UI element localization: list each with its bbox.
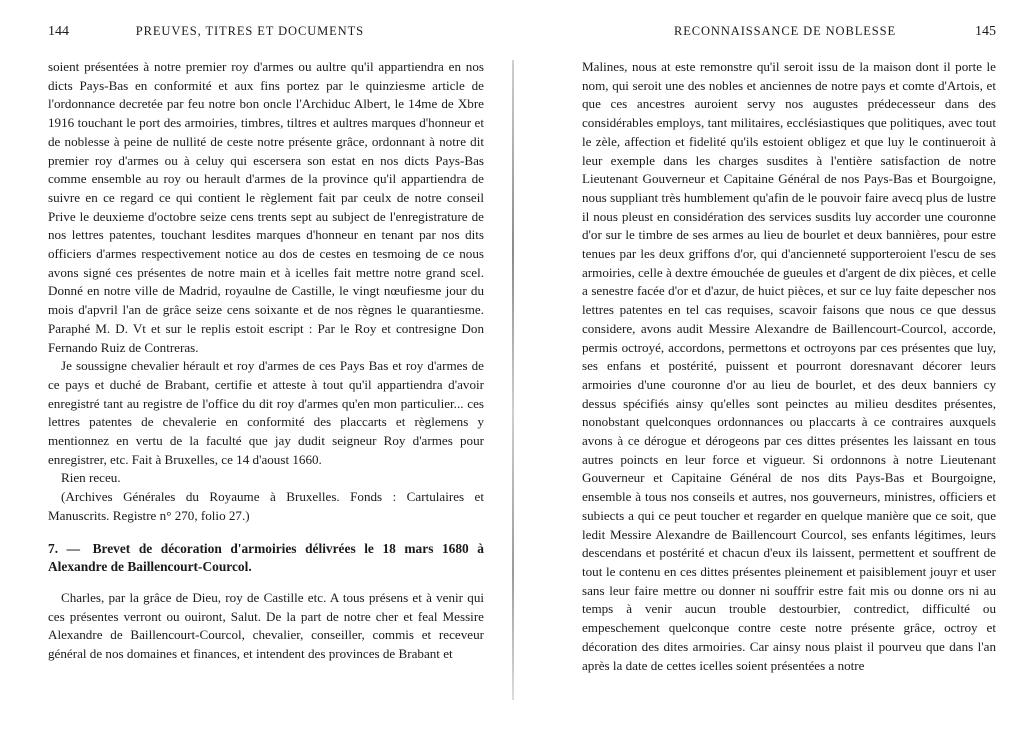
left-page bbox=[0, 0, 500, 745]
right-page-number: 145 bbox=[975, 24, 996, 39]
left-paragraph-2: Je soussigne chevalier hérault et roy d'armes de ces Pays Bas et roy d'armes de ce pays et duché de Brabant, certifie et atteste à tout qu'il appartiendra d'avoir enregistré tant au registre de l'office du dit roy d'armes qu'en mon particulier... ces lettres patentes de chevalerie en conformité des placcarts et règlemens y mentionnez en vertu de la faculté que jay dudit seigneur Roy d'armes pour enregistrer, etc. Fait à Bruxelles, ce 14 d'aoust 1660. bbox=[48, 358, 484, 467]
right-page-text bbox=[582, 58, 996, 675]
left-paragraph-3: Rien receu. bbox=[61, 470, 121, 486]
section-number: 7. — bbox=[48, 540, 80, 556]
left-page-text bbox=[48, 58, 484, 664]
right-paragraph: Malines, nous at este remonstre qu'il seroit issu de la maison dont il porte le nom, qui seroit une des nobles et anciennes de notre pays et comte d'Artois, et que ces ancestres auroient servy nos augustes prédecesseur dans des considérables employs, tant militaires, ecclésiastiques que politiques, avec tout le zèle, affection et fidelité qu'ils estoient obligez et que luy le continueroit à leur exemple dans les charges susdites à l'entière satisfaction de notre Lieutenant Gouverneur et Capitaine Général de nos Pays-Bas et Bourgoigne, nous suppliant très humblement qu'afin de le pouvoir faire avecq plus de lustre il nous pleust en considération des services susdits luy accorder une couronne d'or sur le timbre de ses armes au lieu de bourlet et deux bannières, pour estre tenues par les deux griffons d'or, qui d'ancienneté supporteroient l'escu de ses armoiries, celle à dextre émouchée de gueules et d'argent de dix pièces, et celle a senestre facée d'or et d'azur, de huict pièces, et sur ce luy faite depescher nos lettres patentes en tel cas requises, scavoir faisons que nous ce que dessus considere, avons audit Messire Alexandre de Baillencourt-Courcol, accorde, permis octroyé, accordons, permettons et octroyons par ces présentes que luy, ses enfans et postérité, puissent et pourront doresnavant décorer leurs armoiries d'une couronne d'or au lieu de bourlet, et des deux banniers cy dessus spécifiés ainsy qu'elles sont peinctes au milieu desdites présentes, nonobstant quelconques ordonnances ou placcarts à ce contraires auxquels avons à ce dérogue et dérogeons par ces dittes présentes les laissant en tous autres poincts en leur force et vigueur. Si ordonnons à notre Lieutenant Gouverneur et Capitaine Général de nos dits Pays-Bas et Bourgoigne, ensemble à tous nos conseils et autres, nos gouverneurs, ministres, officiers et subiects a qui ce peut toucher et regarder en quelque manière que ce soit, que ledit Messire Alexandre de Baillencourt Courcol, ses enfants légitimes, leurs descendans et postérité et chacun d'eux ils laissent, permettent et souffrent de tout le contenu en ces dittes présentes pleinement et paisiblement jouyr et user sans leur faire mettre ou donner ni souffrir estre fait mis ou donne ors ni au temps à venir aucun trouble destourbier, contredict, difficulté ou empeschement quelconque contre ceste notre présente grâce, octroy et décoration des dites armoiries. Car ainsy nous plaist il pourveu que dans l'an après la date de cettes icelles soient présentées a notre bbox=[582, 59, 997, 673]
left-paragraph-final: Charles, par la grâce de Dieu, roy de Castille etc. A tous présens et à venir qui ces présentes verront ou ouiront, Salut. De la part de notre cher et feal Messire Alexandre de Baillencourt-Courcol, chevalier, conseiller, commis et receveur général de nos domaines et finances, et intendent des provinces de Brabant et bbox=[48, 589, 484, 662]
book-gutter bbox=[512, 60, 514, 700]
right-running-title: RECONNAISSANCE DE NOBLESSE bbox=[674, 24, 897, 38]
left-paragraph-4: (Archives Générales du Royaume à Bruxelles. Fonds : Cartulaires et Manuscrits. Registre n° 270, folio 27.) bbox=[48, 489, 484, 523]
section-heading bbox=[48, 540, 484, 577]
left-paragraph-1: soient présentées à notre premier roy d'armes ou aultre qu'il appartiendra en nos dicts Pays-Bas en conformité et aux fins portez par le quinziesme article de l'ordonnance decretée par feu notre bon oncle l'Archiduc Albert, le 14me de Xbre 1916 touchant le port des armoiries, timbres, tiltres et aultres marques d'honneur et de noblesse à peine de nullité de ceste notre présente grâce, ordonnant à notre dit premier roy d'armes ou à celuy qui escersera son estat en nos dicts Pays-Bas comme ensemble au roy ou herault d'armes de la province qu'il appartiendra de suivre en ce regard ce qui contient le règlement fait par ceulx de notre conseil Prive le deuxieme d'octobre seize cens trents sept au subject de l'enregistrature de nos lettres patentes, touchant lesdites marques d'honneur en tenant par nos dits officiers d'armes respectivement notice au dos de cestes en tesmoing de ce nous avons signé ces présentes de notre main et à icelles fait mettre notre grand scel. Donné en notre ville de Madrid, royaulne de Castille, le vingt nœufiesme jour du mois d'apvril l'an de grâce seize cens soixante et de nos règnes le quarantiesme. Paraphé M. D. Vt et sur le replis estoit escript : Par le Roy et contresigne Don Fernando Ruiz de Contreras. bbox=[48, 59, 484, 355]
right-running-head bbox=[582, 24, 996, 44]
right-page bbox=[520, 0, 1024, 745]
left-running-title: PREUVES, TITRES ET DOCUMENTS bbox=[135, 24, 364, 38]
left-running-head bbox=[48, 24, 484, 44]
left-page-number: 144 bbox=[48, 24, 69, 39]
section-title: Brevet de décoration d'armoiries délivrées le 18 mars 1680 à Alexandre de Baillencourt-Courcol. bbox=[48, 540, 485, 575]
